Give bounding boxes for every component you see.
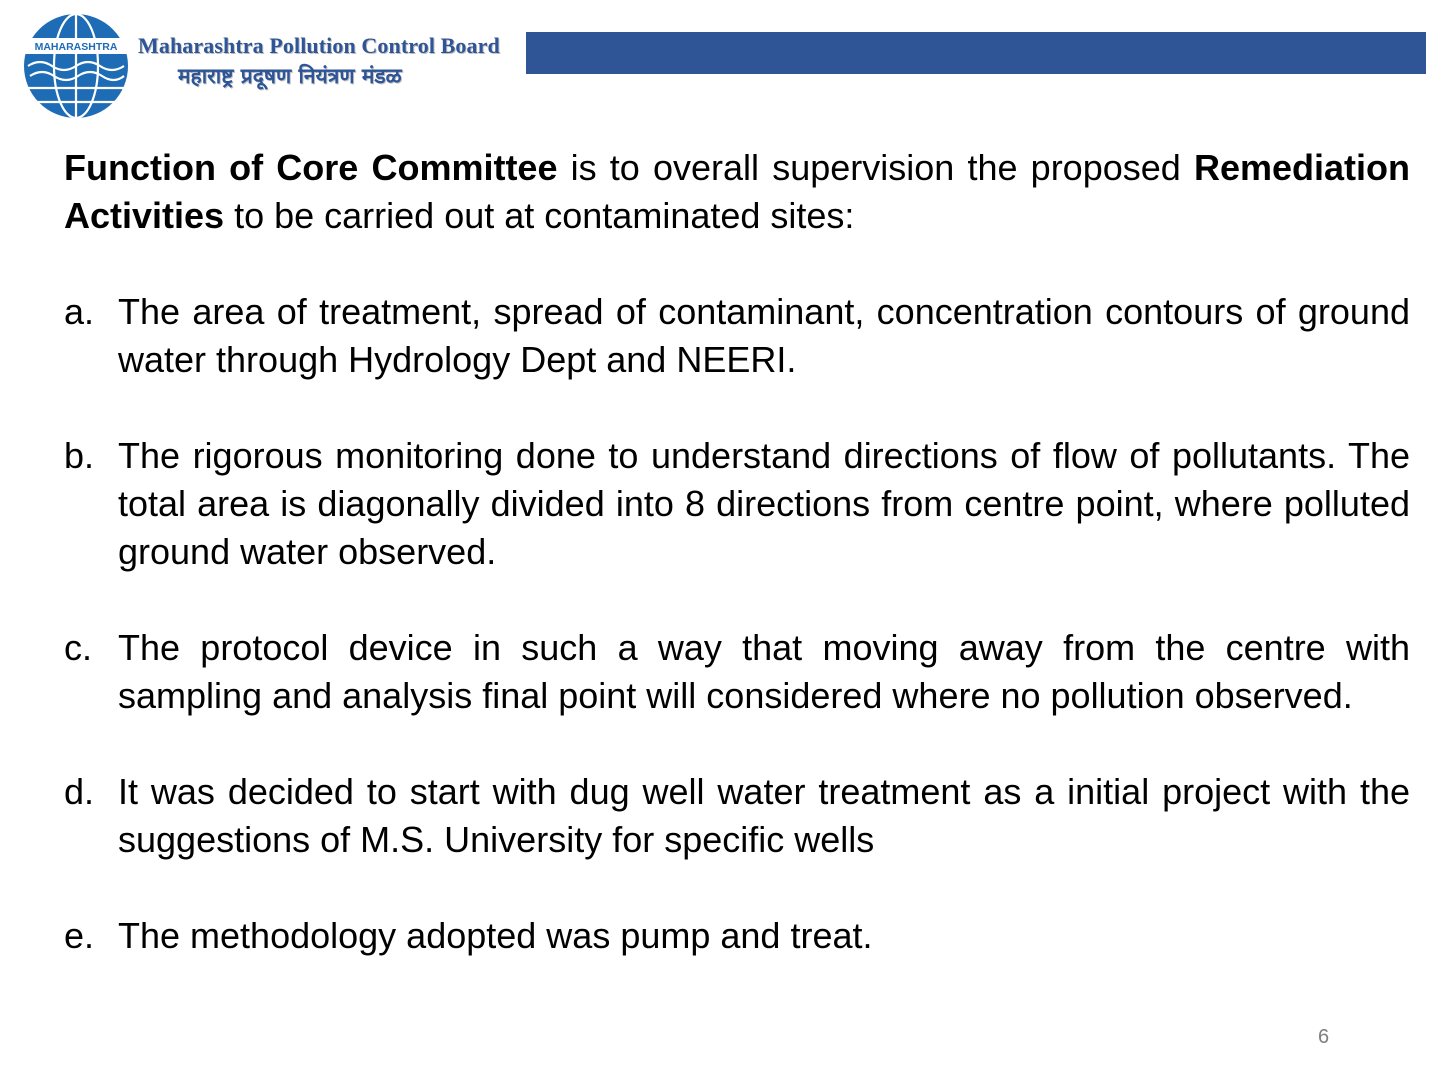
list-item-text: The protocol device in such a way that moving away from the centre with sampling and analysis final point will considered where no pollution observed. <box>118 627 1410 716</box>
list-item-text: It was decided to start with dug well water treatment as a initial project with the suggestions of M.S. University for specific wells <box>118 771 1410 860</box>
mpcb-logo <box>18 10 134 120</box>
logo-text: MAHARASHTRA <box>34 41 118 53</box>
list-marker: c. <box>64 627 93 668</box>
intro-bold-core-committee: Function of Core Committee <box>64 147 558 188</box>
list-item-e <box>64 912 1410 960</box>
list-marker: a. <box>64 291 95 332</box>
list-marker: b. <box>64 435 95 476</box>
list-item-d <box>64 768 1410 864</box>
list-marker: d. <box>64 771 95 812</box>
slide-content <box>64 144 1410 1008</box>
intro-text-2: to be carried out at contaminated sites: <box>224 195 855 236</box>
intro-text-1: is to overall supervision the proposed <box>557 147 1194 188</box>
slide-header <box>0 0 1450 130</box>
list-item-text: The area of treatment, spread of contaminant, concentration contours of ground water through Hydrology Dept and NEERI. <box>118 291 1410 380</box>
list-item-c <box>64 624 1410 720</box>
list-item-b <box>64 432 1410 576</box>
list-item-text: The rigorous monitoring done to understand directions of flow of pollutants. The total area is diagonally divided into 8 directions from centre point, where polluted ground water observed. <box>118 435 1410 572</box>
globe-logo-icon <box>18 10 134 120</box>
page-number: 6 <box>1318 1026 1330 1048</box>
list-item-text: The methodology adopted was pump and treat. <box>118 915 873 956</box>
org-name-marathi: महाराष्ट्र प्रदूषण नियंत्रण मंडळ <box>178 64 402 88</box>
intro-paragraph <box>64 144 1410 240</box>
header-bar <box>526 32 1426 74</box>
list-marker: e. <box>64 915 95 956</box>
intro-bold-remediation: Remediation Activities <box>64 147 1410 236</box>
org-name-english: Maharashtra Pollution Control Board <box>138 33 500 58</box>
list-item-a <box>64 288 1410 384</box>
